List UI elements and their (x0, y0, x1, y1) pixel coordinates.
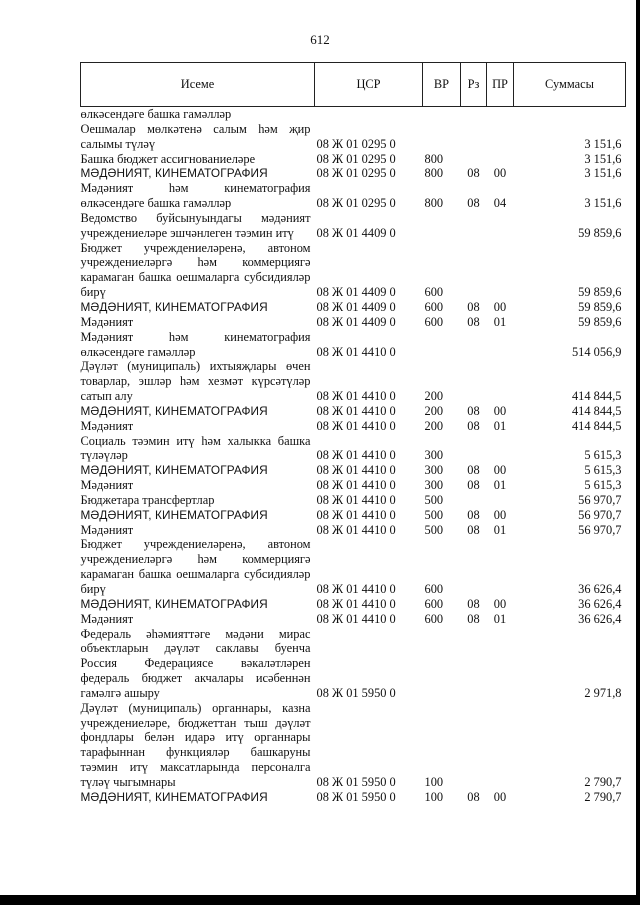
cell-sum: 59 859,6 (578, 285, 622, 300)
cell-sum: 3 151,6 (584, 166, 622, 181)
cell-rz: 08 (467, 166, 480, 181)
cell-pr: 04 (493, 196, 507, 211)
cell-sum: 36 626,4 (578, 582, 622, 596)
cell-name: МӘДӘНИЯТ, КИНЕМАТОГРАФИЯ (80, 507, 268, 522)
cell-rz: 08 (467, 196, 480, 211)
cell-name: Башка бюджет ассигнованиеләре (80, 151, 256, 166)
cell-vr (423, 211, 461, 241)
cell-pr: 00 (493, 166, 507, 181)
cell-pr: 01 (493, 418, 507, 433)
cell-name: МӘДӘНИЯТ, КИНЕМАТОГРАФИЯ (80, 299, 268, 314)
header-pr: ПР (487, 63, 514, 107)
cell-vr: 600 (424, 285, 444, 300)
table-row (81, 419, 626, 434)
table-row (81, 434, 626, 464)
cell-rz: 08 (467, 314, 480, 329)
cell-pr (487, 537, 514, 596)
cell-pr: 00 (493, 789, 507, 804)
cell-sum: 5 615,3 (584, 463, 622, 478)
cell-csr: 08 Ж 01 4409 0 (316, 285, 396, 300)
table-row (81, 627, 626, 701)
cell-sum: 414 844,5 (571, 418, 622, 433)
cell-name: Мәдәният һәм кинематография өлкәсендәге башка гамәлләр (80, 181, 311, 211)
cell-csr: 08 Ж 01 4410 0 (316, 507, 396, 522)
cell-rz: 08 (467, 611, 480, 626)
cell-sum: 514 056,9 (571, 344, 622, 359)
cell-pr: 00 (493, 403, 507, 418)
table-row (81, 241, 626, 300)
table-row (81, 211, 626, 241)
cell-csr: 08 Ж 01 4410 0 (316, 492, 396, 507)
cell-vr (423, 122, 461, 152)
cell-rz: 08 (467, 507, 480, 522)
cell-vr: 600 (424, 299, 444, 314)
cell-csr: 08 Ж 01 4410 0 (316, 344, 396, 359)
cell-vr (423, 107, 461, 122)
cell-rz (461, 627, 487, 701)
table-header (81, 63, 626, 107)
table-row (81, 404, 626, 419)
cell-csr: 08 Ж 01 4409 0 (316, 299, 396, 314)
cell-csr: 08 Ж 01 4410 0 (316, 596, 396, 611)
cell-vr: 200 (424, 418, 444, 433)
cell-name: МӘДӘНИЯТ, КИНЕМАТОГРАФИЯ (80, 596, 268, 611)
cell-vr: 600 (424, 596, 444, 611)
cell-vr (423, 627, 461, 701)
cell-sum: 56 970,7 (578, 507, 622, 522)
cell-rz (461, 211, 487, 241)
header-row (81, 63, 626, 107)
cell-pr (487, 330, 514, 360)
cell-vr: 100 (424, 774, 444, 789)
cell-pr (487, 107, 514, 122)
cell-sum: 5 615,3 (584, 478, 622, 493)
cell-rz: 08 (467, 478, 480, 493)
cell-sum: 3 151,6 (584, 136, 622, 151)
cell-rz: 08 (467, 789, 480, 804)
cell-vr: 500 (424, 507, 444, 522)
header-csr: ЦСР (315, 63, 423, 107)
cell-sum: 36 626,4 (578, 611, 622, 626)
cell-rz (461, 359, 487, 404)
cell-sum: 36 626,4 (578, 596, 622, 611)
cell-pr (487, 122, 514, 152)
cell-name: Мәдәният (80, 478, 134, 493)
cell-vr: 500 (424, 522, 444, 537)
cell-rz (461, 122, 487, 152)
cell-vr: 300 (424, 448, 444, 463)
table-body (81, 107, 626, 805)
cell-name: Мәдәният (80, 522, 134, 537)
cell-vr: 600 (424, 314, 444, 329)
cell-rz (461, 434, 487, 464)
cell-pr: 00 (493, 596, 507, 611)
cell-sum: 59 859,6 (578, 299, 622, 314)
table-row (81, 300, 626, 315)
table-row (81, 122, 626, 152)
scan-edge-right (636, 0, 640, 905)
cell-name: Ведомство буйсынуындагы мәдәният учреждениеләре эшчәнлеген тәэмин итү (80, 210, 311, 240)
table-row (81, 493, 626, 508)
cell-pr: 01 (493, 522, 507, 537)
cell-csr: 08 Ж 01 5950 0 (316, 685, 396, 700)
cell-name: өлкәсендәге башка гамәлләр (80, 107, 232, 121)
cell-rz (461, 537, 487, 596)
cell-csr: 08 Ж 01 4410 0 (316, 418, 396, 433)
cell-sum: 56 970,7 (578, 522, 622, 537)
cell-pr (487, 359, 514, 404)
cell-name: МӘДӘНИЯТ, КИНЕМАТОГРАФИЯ (80, 166, 268, 181)
cell-rz: 08 (467, 522, 480, 537)
cell-name: Дәүләт (муниципаль) органнары, казна учреждениеләре, бюджеттан тыш дәүләт фондлары белән идарә итү органнары тарафыннан функцияләр башкаруны тәэмин итү максатларында персоналга түләү чыгымнары (80, 700, 311, 789)
table-row (81, 359, 626, 404)
cell-name: Мәдәният (80, 418, 134, 433)
table-row (81, 315, 626, 330)
page-number: 612 (310, 32, 330, 47)
header-vr: ВР (423, 63, 461, 107)
cell-pr (487, 627, 514, 701)
cell-pr (487, 241, 514, 300)
header-rz: Рз (461, 63, 487, 107)
cell-csr: 08 Ж 01 5950 0 (316, 789, 396, 804)
cell-name: Бюджет учреждениеләренә, автоном учреждениеләргә һәм коммерциягә карамаган башка оешмаларга субсидияләр бирү (80, 240, 311, 300)
table-row (81, 508, 626, 523)
cell-name: Социаль тәэмин итү һәм халыкка башка түләүләр (80, 433, 311, 463)
header-name: Исеме (81, 63, 315, 107)
cell-csr: 08 Ж 01 4410 0 (316, 582, 396, 596)
header-sum: Суммасы (514, 63, 626, 107)
cell-pr (487, 152, 514, 167)
cell-rz (461, 152, 487, 167)
table-row (81, 152, 626, 167)
cell-rz: 08 (467, 403, 480, 418)
cell-rz: 08 (467, 418, 480, 433)
table-row (81, 166, 626, 181)
cell-vr: 200 (424, 403, 444, 418)
cell-pr (487, 493, 514, 508)
cell-name: Бюджетара трансфертлар (80, 492, 215, 507)
cell-csr: 08 Ж 01 4410 0 (316, 403, 396, 418)
cell-csr: 08 Ж 01 4410 0 (316, 611, 396, 626)
table-row (81, 612, 626, 627)
cell-vr (423, 330, 461, 360)
cell-csr: 08 Ж 01 0295 0 (316, 166, 396, 181)
cell-csr: 08 Ж 01 0295 0 (316, 196, 396, 211)
cell-csr: 08 Ж 01 4409 0 (316, 225, 396, 240)
cell-name: МӘДӘНИЯТ, КИНЕМАТОГРАФИЯ (80, 463, 268, 478)
cell-rz: 08 (467, 596, 480, 611)
cell-sum: 3 151,6 (584, 151, 622, 166)
cell-csr: 08 Ж 01 4410 0 (316, 448, 396, 463)
table-row (81, 597, 626, 612)
cell-name: Мәдәният (80, 314, 134, 329)
cell-csr: 08 Ж 01 0295 0 (316, 136, 396, 151)
table-row (81, 537, 626, 596)
table-row (81, 181, 626, 211)
cell-name: Бюджет учреждениеләренә, автоном учреждениеләргә һәм коммерциягә карамаган башка оешмаларга субсидияләр бирү (80, 537, 311, 596)
cell-csr: 08 Ж 01 4410 0 (316, 463, 396, 478)
cell-pr: 00 (493, 299, 507, 314)
table-row (81, 790, 626, 805)
cell-pr: 01 (493, 314, 507, 329)
cell-csr: 08 Ж 01 5950 0 (316, 774, 396, 789)
cell-name: Мәдәният (80, 611, 134, 626)
budget-table-container (80, 62, 625, 805)
table-row (81, 523, 626, 538)
cell-sum: 414 844,5 (571, 389, 622, 404)
cell-pr (487, 211, 514, 241)
cell-sum: 2 790,7 (584, 789, 622, 804)
cell-csr: 08 Ж 01 4409 0 (316, 314, 396, 329)
cell-name: Оешмалар мөлкәтенә салым һәм җир салымы түләү (80, 121, 311, 151)
cell-vr: 600 (424, 582, 444, 596)
cell-sum: 59 859,6 (578, 225, 622, 240)
budget-table (80, 62, 626, 805)
cell-sum: 414 844,5 (571, 403, 622, 418)
cell-vr: 300 (424, 478, 444, 493)
cell-vr: 200 (424, 389, 444, 404)
cell-csr: 08 Ж 01 0295 0 (316, 151, 396, 166)
cell-sum: 59 859,6 (578, 314, 622, 329)
cell-rz: 08 (467, 463, 480, 478)
table-row (81, 330, 626, 360)
cell-sum: 2 790,7 (584, 774, 622, 789)
cell-rz (461, 241, 487, 300)
table-row (81, 478, 626, 493)
cell-name: МӘДӘНИЯТ, КИНЕМАТОГРАФИЯ (80, 403, 268, 418)
cell-pr (487, 434, 514, 464)
cell-csr: 08 Ж 01 4410 0 (316, 522, 396, 537)
cell-csr: 08 Ж 01 4410 0 (316, 389, 396, 404)
cell-sum: 56 970,7 (578, 492, 622, 507)
cell-vr: 100 (424, 789, 444, 804)
cell-sum (514, 107, 626, 122)
cell-pr: 00 (493, 507, 507, 522)
cell-pr: 01 (493, 611, 507, 626)
cell-pr (487, 701, 514, 790)
cell-rz (461, 107, 487, 122)
cell-csr: 08 Ж 01 4410 0 (316, 478, 396, 493)
cell-vr: 500 (424, 492, 444, 507)
table-row (81, 107, 626, 122)
cell-name: МӘДӘНИЯТ, КИНЕМАТОГРАФИЯ (80, 789, 268, 804)
cell-pr: 01 (493, 478, 507, 493)
cell-vr: 800 (424, 196, 444, 211)
cell-name: Мәдәният һәм кинематография өлкәсендәге гамәлләр (80, 329, 311, 359)
table-row (81, 463, 626, 478)
cell-rz (461, 701, 487, 790)
cell-sum: 2 971,8 (584, 685, 622, 700)
cell-rz: 08 (467, 299, 480, 314)
cell-rz (461, 330, 487, 360)
table-row (81, 701, 626, 790)
scan-edge-bottom (0, 895, 640, 905)
cell-vr: 300 (424, 463, 444, 478)
cell-name: Федераль әһәмияттәге мәдәни мирас объектларын дәүләт саклавы буенча Россия Федерациясе вәкаләтләрен федераль бюджет акчалары исәбеннән гамәлгә ашыру (80, 626, 311, 700)
cell-vr: 800 (424, 166, 444, 181)
cell-rz (461, 493, 487, 508)
cell-vr: 600 (424, 611, 444, 626)
cell-csr (315, 107, 423, 122)
cell-sum: 3 151,6 (584, 196, 622, 211)
cell-sum: 5 615,3 (584, 448, 622, 463)
cell-name: Дәүләт (муниципаль) ихтыяҗлары өчен товарлар, эшләр һәм хезмәт күрсәтүләр сатып алу (80, 359, 311, 404)
cell-vr: 800 (424, 151, 444, 166)
cell-pr: 00 (493, 463, 507, 478)
